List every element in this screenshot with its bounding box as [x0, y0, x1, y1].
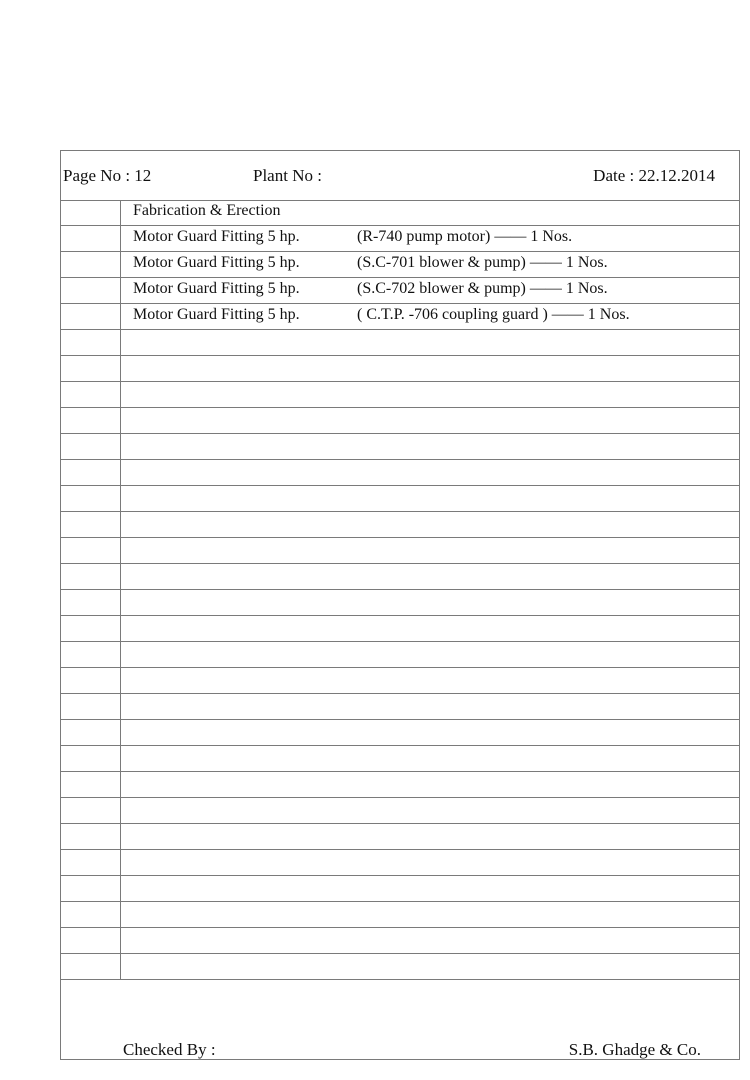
table-row	[61, 304, 739, 330]
table-row	[61, 902, 739, 928]
table-row	[61, 408, 739, 434]
item-detail: (R-740 pump motor) —— 1 Nos.	[357, 228, 573, 245]
table-row	[61, 772, 739, 798]
row-number-cell	[61, 798, 121, 823]
plant-number: Plant No :	[253, 166, 322, 185]
table-row	[61, 928, 739, 954]
row-number-cell	[61, 382, 121, 407]
item-description: Fabrication & Erection	[133, 202, 281, 219]
row-number-cell	[61, 720, 121, 745]
table-row	[61, 798, 739, 824]
row-number-cell	[61, 252, 121, 277]
row-number-cell	[61, 486, 121, 511]
sheet-header	[61, 151, 739, 201]
row-number-cell	[61, 902, 121, 927]
page-number: Page No : 12	[63, 166, 152, 185]
row-number-cell	[61, 616, 121, 641]
row-number-cell	[61, 694, 121, 719]
table-row	[61, 356, 739, 382]
row-number-cell	[61, 746, 121, 771]
table-row	[61, 616, 739, 642]
table-row	[61, 226, 739, 252]
company-name: S.B. Ghadge & Co.	[568, 1040, 701, 1059]
date-field: Date : 22.12.2014	[593, 166, 715, 185]
row-number-cell	[61, 538, 121, 563]
checked-by-label: Checked By :	[123, 1040, 216, 1059]
table-row	[61, 460, 739, 486]
table-row	[61, 590, 739, 616]
table-row	[61, 954, 739, 980]
table-row	[61, 668, 739, 694]
item-detail: (S.C-701 blower & pump) —— 1 Nos.	[357, 254, 608, 271]
log-sheet	[60, 150, 740, 1060]
row-number-cell	[61, 590, 121, 615]
table-row	[61, 642, 739, 668]
row-number-cell	[61, 642, 121, 667]
item-description: Motor Guard Fitting 5 hp.	[133, 228, 300, 245]
table-row	[61, 850, 739, 876]
row-number-cell	[61, 668, 121, 693]
row-number-cell	[61, 200, 121, 225]
row-number-cell	[61, 564, 121, 589]
row-number-cell	[61, 824, 121, 849]
table-row	[61, 278, 739, 304]
table-row	[61, 252, 739, 278]
row-number-cell	[61, 512, 121, 537]
row-number-cell	[61, 330, 121, 355]
item-detail: ( C.T.P. -706 coupling guard ) —— 1 Nos.	[357, 306, 630, 323]
table-row	[61, 564, 739, 590]
row-number-cell	[61, 928, 121, 953]
row-number-cell	[61, 460, 121, 485]
table-row	[61, 824, 739, 850]
table-row	[61, 512, 739, 538]
row-number-cell	[61, 772, 121, 797]
table-row	[61, 694, 739, 720]
row-number-cell	[61, 876, 121, 901]
row-number-cell	[61, 304, 121, 329]
table-row	[61, 434, 739, 460]
item-detail: (S.C-702 blower & pump) —— 1 Nos.	[357, 280, 608, 297]
table-row	[61, 876, 739, 902]
row-number-cell	[61, 226, 121, 251]
row-number-cell	[61, 408, 121, 433]
row-number-cell	[61, 356, 121, 381]
sheet-footer	[61, 980, 739, 1060]
row-number-cell	[61, 850, 121, 875]
item-description: Motor Guard Fitting 5 hp.	[133, 280, 300, 297]
item-description: Motor Guard Fitting 5 hp.	[133, 254, 300, 271]
table-row	[61, 382, 739, 408]
table-row	[61, 720, 739, 746]
table-row	[61, 486, 739, 512]
row-number-cell	[61, 954, 121, 979]
table-row	[61, 200, 739, 226]
item-description: Motor Guard Fitting 5 hp.	[133, 306, 300, 323]
row-number-cell	[61, 278, 121, 303]
table-row	[61, 746, 739, 772]
entries-table	[61, 200, 739, 980]
row-number-cell	[61, 434, 121, 459]
table-row	[61, 330, 739, 356]
table-row	[61, 538, 739, 564]
